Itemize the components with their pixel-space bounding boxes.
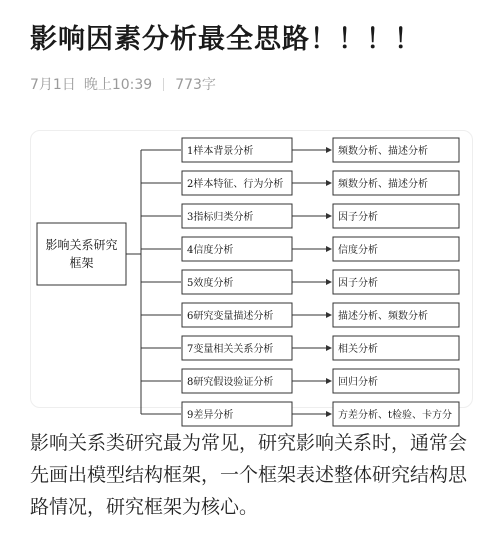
framework-step-label: 8研究假设验证分析 (187, 377, 274, 388)
arrow-icon (326, 213, 332, 219)
framework-method-label: 回归分析 (338, 377, 378, 388)
framework-step-node (182, 171, 292, 195)
framework-step-node (182, 237, 292, 261)
framework-method-label: 因子分析 (338, 212, 378, 223)
arrow-icon (326, 147, 332, 153)
arrow-icon (326, 279, 332, 285)
article-body: 影响关系类研究最为常见，研究影响关系时，通常会先画出模型结构框架，一个框架表述整体研究结构思路情况，研究框架为核心。 (30, 432, 468, 518)
framework-step-label: 3指标归类分析 (187, 212, 254, 223)
framework-method-label: 相关分析 (338, 344, 378, 355)
arrow-icon (326, 378, 332, 384)
arrow-icon (326, 246, 332, 252)
framework-step-node (182, 270, 292, 294)
framework-method-label: 频数分析、描述分析 (338, 146, 428, 157)
framework-step-node (182, 204, 292, 228)
framework-step-label: 9差异分析 (187, 410, 234, 421)
framework-step-node (182, 138, 292, 162)
framework-step-label: 2样本特征、行为分析 (187, 179, 284, 190)
framework-method-label: 频数分析、描述分析 (338, 179, 428, 190)
arrow-icon (326, 411, 332, 417)
framework-method-node (333, 336, 459, 360)
framework-step-label: 4信度分析 (187, 245, 234, 256)
framework-step-node (182, 402, 292, 426)
root-node (37, 223, 126, 285)
arrow-icon (326, 180, 332, 186)
framework-method-node (333, 369, 459, 393)
framework-step-label: 5效度分析 (187, 278, 234, 289)
framework-diagram-image[interactable] (30, 130, 473, 421)
framework-method-label: 方差分析、t检验、卡方分 (338, 410, 453, 421)
framework-method-node (333, 138, 459, 162)
framework-method-label: 信度分析 (338, 245, 378, 256)
framework-step-node (182, 303, 292, 327)
arrow-icon (326, 345, 332, 351)
framework-step-label: 6研究变量描述分析 (187, 311, 274, 322)
framework-method-node (333, 171, 459, 195)
framework-method-node (333, 303, 459, 327)
framework-step-node (182, 336, 292, 360)
word-count: 773字 (175, 77, 216, 93)
framework-diagram (31, 131, 472, 421)
publish-time: 晚上10:39 (83, 77, 153, 93)
framework-method-node (333, 270, 459, 294)
publish-date: 7月1日 (30, 77, 76, 93)
article-title: 影响因素分析最全思路！！！！ (30, 24, 422, 55)
root-label-line1: 影响关系研究 (45, 238, 118, 252)
framework-method-node (333, 402, 459, 426)
meta-divider (163, 78, 164, 91)
framework-method-node (333, 204, 459, 228)
framework-method-node (333, 237, 459, 261)
framework-step-node (182, 369, 292, 393)
framework-step-label: 1样本背景分析 (187, 146, 254, 157)
arrow-icon (326, 312, 332, 318)
framework-method-label: 因子分析 (338, 278, 378, 289)
article-meta (30, 74, 216, 94)
framework-method-label: 描述分析、频数分析 (338, 311, 428, 322)
root-label-line2: 框架 (69, 256, 94, 270)
framework-step-label: 7变量相关关系分析 (187, 344, 274, 355)
